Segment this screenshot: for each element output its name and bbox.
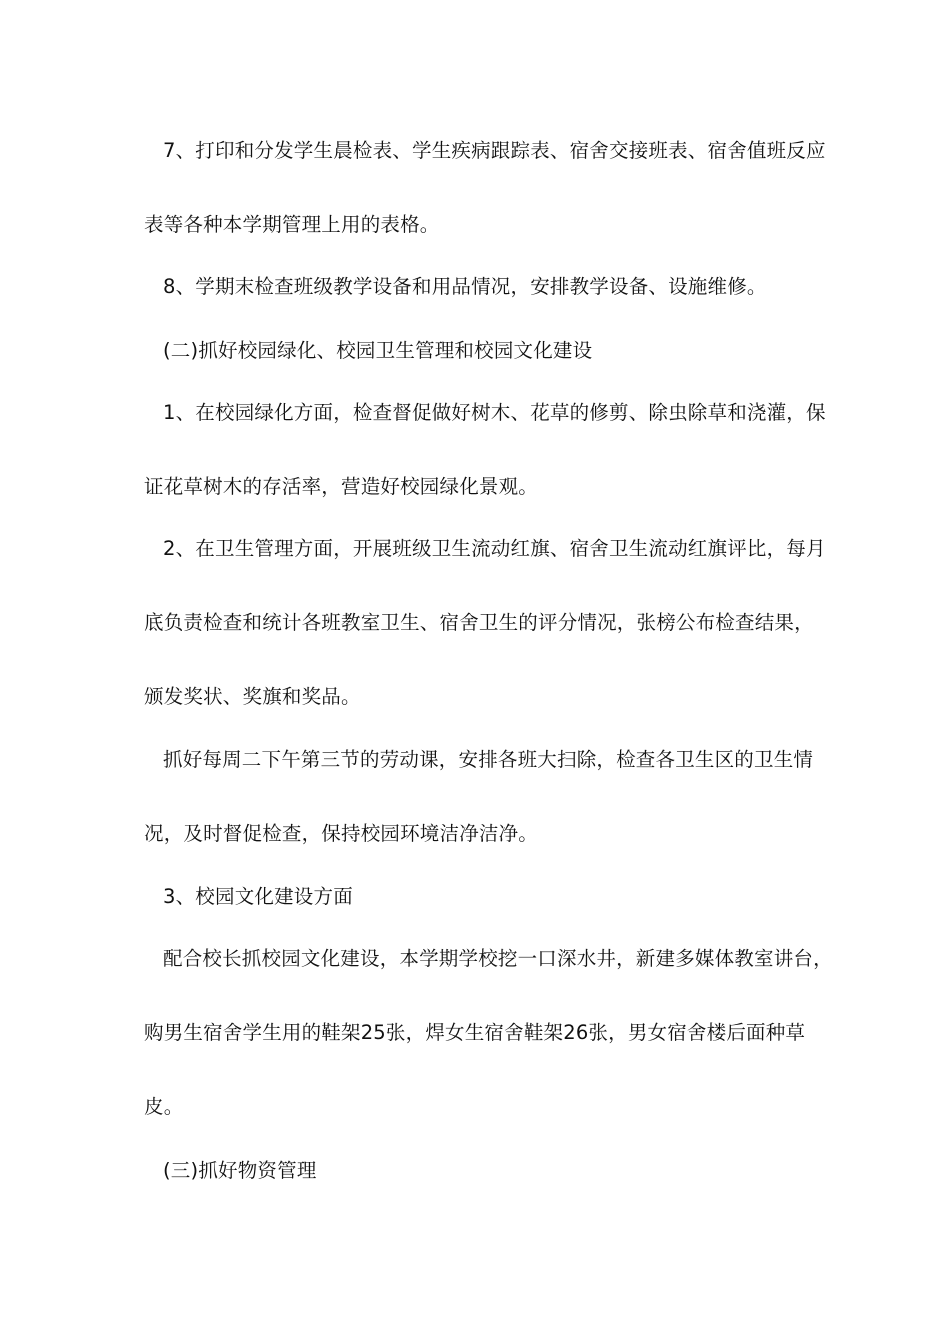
paragraph-line: 表等各种本学期管理上用的表格。	[144, 213, 440, 236]
paragraph-line: 购男生宿舍学生用的鞋架25张，焊女生宿舍鞋架26张，男女宿舍楼后面种草	[144, 1021, 806, 1044]
paragraph-line: 况，及时督促检查，保持校园环境洁净洁净。	[144, 822, 539, 845]
paragraph-line: 证花草树木的存活率，营造好校园绿化景观。	[144, 475, 539, 498]
paragraph-line: 底负责检查和统计各班教室卫生、宿舍卫生的评分情况，张榜公布检查结果，	[144, 611, 814, 634]
paragraph-line: 抓好每周二下午第三节的劳动课，安排各班大扫除，检查各卫生区的卫生情	[163, 748, 814, 771]
paragraph-line: 皮。	[144, 1095, 184, 1118]
paragraph-line: 1、在校园绿化方面，检查督促做好树木、花草的修剪、除虫除草和浇灌，保	[163, 401, 826, 424]
section-heading: (三)抓好物资管理	[163, 1159, 317, 1182]
paragraph-line: 8、学期末检查班级教学设备和用品情况，安排教学设备、设施维修。	[163, 275, 767, 298]
paragraph-line: 2、在卫生管理方面，开展班级卫生流动红旗、宿舍卫生流动红旗评比，每月	[163, 537, 826, 560]
paragraph-line: 颁发奖状、奖旗和奖品。	[144, 685, 361, 708]
section-heading: (二)抓好校园绿化、校园卫生管理和校园文化建设	[163, 339, 593, 362]
paragraph-line: 3、校园文化建设方面	[163, 885, 353, 908]
paragraph-line: 配合校长抓校园文化建设，本学期学校挖一口深水井，新建多媒体教室讲台，	[163, 947, 833, 970]
paragraph-line: 7、打印和分发学生晨检表、学生疾病跟踪表、宿舍交接班表、宿舍值班反应	[163, 139, 826, 162]
